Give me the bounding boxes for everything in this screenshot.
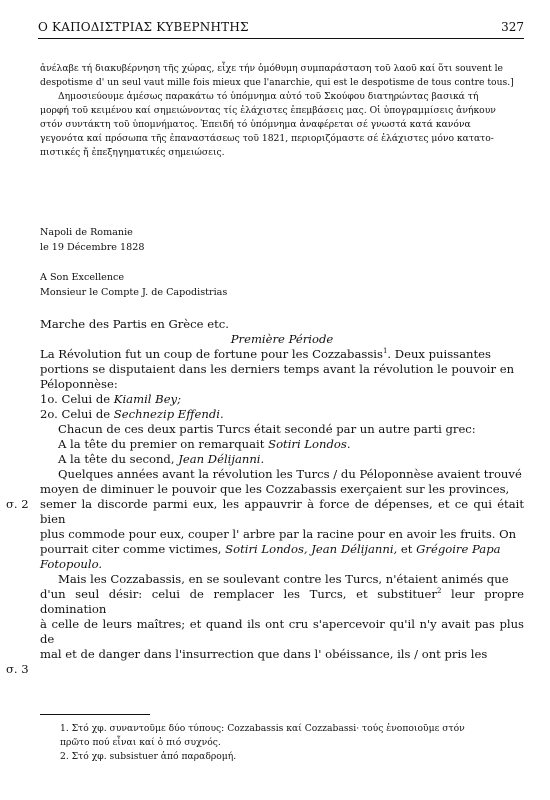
intro-line: πιστικές ἤ ἐπεξηγηματικές σημειώσεις.	[40, 147, 225, 158]
footnote-line: 1. Στό χφ. συναντοῦμε δύο τύπους: Cozzabassis καί Cozzabassi· τούς ἑνοποιοῦμε στόν	[60, 723, 465, 734]
intro-line: γεγονότα καί πρόσωπα τῆς ἐπαναστάσεως τοῦ 1821, περιοριζόμαστε σέ ἐλάχιστες μόνο κατατο-	[40, 133, 494, 144]
period-heading: Première Période	[230, 332, 334, 346]
letter-body	[40, 317, 524, 662]
letter-place-date	[40, 225, 144, 255]
footnote-ref: 1	[382, 347, 388, 356]
footnote-line: 2. Στό χφ. subsistuer ἀπό παραδρομή.	[60, 751, 237, 762]
body-line: portions se disputaient dans les derniers temps avant la révolution le pouvoir en	[40, 362, 515, 376]
body-line: A la tête du premier on remarquait Sotiri Londos.	[58, 437, 351, 451]
body-line: mal et de danger dans l'insurrection que dans l' obéissance, ils / ont pris les	[40, 647, 488, 661]
intro-line: Δημοσιεύουμε ἀμέσως παρακάτω τό ὑπόμνημα αὐτό τοῦ Σκούφου διατηρώντας βασικά τή	[58, 91, 479, 102]
addressee-line: Monsieur le Compte J. de Capodistrias	[40, 287, 228, 298]
body-line: d'un seul désir: celui de remplacer les Turcs, et substituer$^2$ leur propre domination	[40, 587, 524, 616]
list-item: 1o. Celui de Kiamil Bey;	[40, 392, 182, 406]
body-line: moyen de diminuer le pouvoir que les Cozzabassis exerçaient sur les provinces,	[40, 482, 510, 496]
body-line: Fotopoulo.	[40, 557, 103, 571]
body-line: Mais les Cozzabassis, en se soulevant contre les Turcs, n'étaient animés que	[58, 572, 509, 586]
letter-addressee	[40, 270, 227, 300]
subject-line: Marche des Partis en Grèce etc.	[40, 317, 229, 331]
footnote-ref: 2	[436, 587, 442, 596]
body-line: pourrait citer comme victimes, Sotiri Londos, Jean Délijanni, et Grégoire Papa	[40, 542, 501, 556]
letter-place: Napoli de Romanie	[40, 227, 133, 238]
intro-line: μορφή τοῦ κειμένου καί σημειώνοντας τίς ἐλάχιστες ἐπεμβάσεις μας. Οἱ ὑπογραμμίσεις ἀνήκουν	[40, 105, 496, 116]
footnote-rule	[40, 714, 150, 715]
intro-line: despotisme d' un seul vaut mille fois mieux que l'anarchie, qui est le despotisme de tous contre tous.]	[40, 77, 514, 88]
letter-date: le 19 Décembre 1828	[40, 242, 145, 253]
intro-line: στόν συντάκτη τοῦ ὑπομνήματος. Ἐπειδή τό ὑπόμνημα ἀναφέρεται σέ γνωστά κατά κανόνα	[40, 119, 471, 130]
margin-folio-note: σ. 2	[6, 497, 29, 511]
list-item: 2o. Celui de Sechnezip Effendi.	[40, 407, 224, 421]
footnotes	[40, 722, 524, 764]
intro-block	[40, 62, 524, 160]
running-header-title: Ο ΚΑΠΟΔΙΣΤΡΙΑΣ ΚΥΒΕΡΝΗΤΗΣ	[38, 20, 249, 34]
body-line: plus commode pour eux, couper l' arbre par la racine pour en avoir les fruits. On	[40, 527, 517, 541]
page-number: 327	[501, 20, 524, 34]
body-line: Quelques années avant la révolution les Turcs / du Péloponnèse avaient trouvé	[58, 467, 522, 481]
body-line: Péloponnèse:	[40, 377, 118, 391]
footnote-line: πρῶτο πού εἶναι καί ὁ πιό συχνός.	[60, 737, 221, 748]
addressee-line: A Son Excellence	[40, 272, 125, 283]
body-line: semer la discorde parmi eux, les appauvrir à force de dépenses, et ce qui était bien	[40, 497, 524, 526]
header-rule	[38, 38, 524, 39]
body-line: A la tête du second, Jean Délijanni.	[58, 452, 265, 466]
body-line: Chacun de ces deux partis Turcs était secondé par un autre parti grec:	[58, 422, 476, 436]
body-line: La Révolution fut un coup de fortune pour les Cozzabassis$^1$. Deux puissantes	[40, 347, 491, 361]
intro-line: ἀνέλαβε τή διακυβέρνηση τῆς χώρας, εἶχε τήν ὁμόθυμη συμπαράσταση τοῦ λαοῦ καί ὅτι souvent le	[40, 63, 503, 74]
body-line: à celle de leurs maîtres; et quand ils ont cru s'apercevoir qu'il n'y avait pas plus de	[40, 617, 524, 646]
margin-folio-note: σ. 3	[6, 662, 29, 676]
